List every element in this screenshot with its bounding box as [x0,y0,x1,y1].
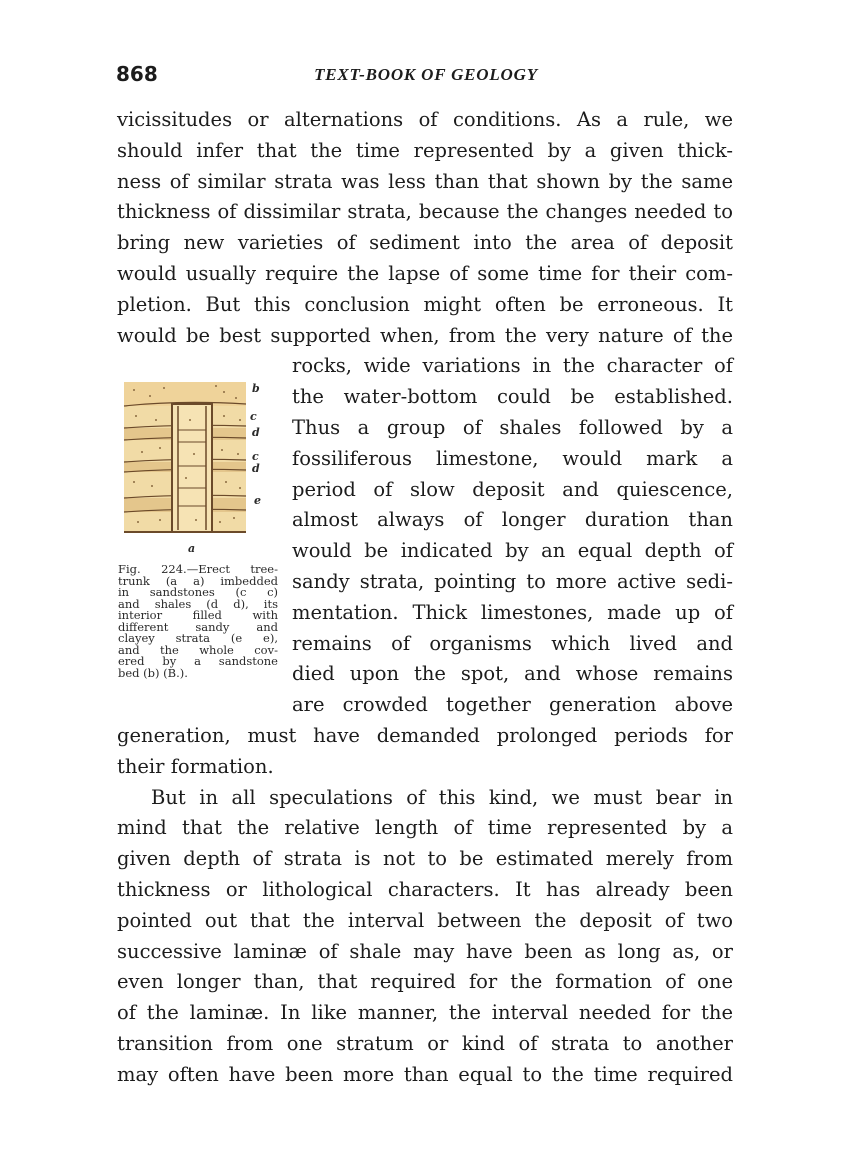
page-number: 868 [116,62,158,86]
caption-line: clayey strata (e e), [118,631,278,645]
caption-line: different sandy and [118,619,278,634]
text-line: pletion. But this conclusion might often be erroneous. It [117,292,733,316]
caption-line: and the whole cov- [118,642,278,657]
text-line: almost always of longer duration than [292,508,733,532]
text-line: died upon the spot, and whose remains [292,662,733,686]
text-line: remains of organisms which lived and [292,631,733,655]
text-line: transition from one stratum or kind of strata to another [117,1032,733,1055]
text-line: successive laminæ of shale may have been as long as, or [117,939,733,963]
figure-label: c [252,450,259,463]
caption-line: interior filled with [118,608,278,622]
text-line: would be indicated by an equal depth of [292,539,733,563]
figure-label: e [254,494,261,507]
figure-label: d [252,462,260,475]
caption-line: ered by a sandstone [118,654,278,668]
text-line: mentation. Thick limestones, made up of [292,600,733,624]
figure-label: d [252,426,260,439]
text-line: generation, must have demanded prolonged periods for [117,724,733,747]
text-line: should infer that the time represented by a given thick- [117,138,733,162]
text-line: are crowded together generation above [292,693,733,717]
text-line: thickness or lithological characters. It has already been [117,878,733,901]
text-line: may often have been more than equal to the time required [117,1062,733,1086]
text-line: ness of similar strata was less than that shown by the same [117,169,733,193]
caption-line: trunk (a a) imbedded [118,573,278,588]
tree-trunk-illustration [120,370,280,556]
text-line: their formation. [117,754,274,778]
text-line: given depth of strata is not to be estimated merely from [117,847,733,871]
text-line: vicissitudes or alternations of conditions. As a rule, we [117,108,733,131]
text-line: period of slow deposit and quiescence, [292,477,733,501]
running-title: TEXT-BOOK OF GEOLOGY [314,65,538,84]
caption-line: bed (b) (B.). [118,665,188,680]
text-line: thickness of dissimilar strata, because the changes needed to [117,200,733,224]
text-line: rocks, wide variations in the character of [292,354,733,378]
text-line: the water-bottom could be established. [292,385,733,409]
caption-line: in sandstones (c c) [118,585,278,599]
figure-label: a [188,542,196,555]
figure-tree-trunk [120,370,280,556]
figure-caption [118,564,278,679]
text-line: would be best supported when, from the very nature of the [117,323,733,347]
text-line: mind that the relative length of time represented by a [117,816,733,840]
caption-line: Fig. 224.—Erect tree- [118,562,278,576]
text-line: bring new varieties of sediment into the area of deposit [117,231,733,255]
text-line: fossiliferous limestone, would mark a [292,446,733,470]
text-line: But in all speculations of this kind, we must bear in [151,785,733,809]
caption-line: and shales (d d), its [118,596,278,611]
text-line: even longer than, that required for the formation of one [117,970,733,994]
text-line: Thus a group of shales followed by a [292,416,733,439]
text-line: of the laminæ. In like manner, the interval needed for the [117,1001,733,1025]
text-line: pointed out that the interval between the deposit of two [117,908,733,932]
figure-label: c [250,410,257,423]
running-head [116,60,736,94]
text-line: sandy strata, pointing to more active sedi- [292,570,733,593]
text-line: would usually require the lapse of some time for their com- [117,262,733,285]
tree-trunk [172,404,212,532]
figure-label: b [252,382,260,395]
